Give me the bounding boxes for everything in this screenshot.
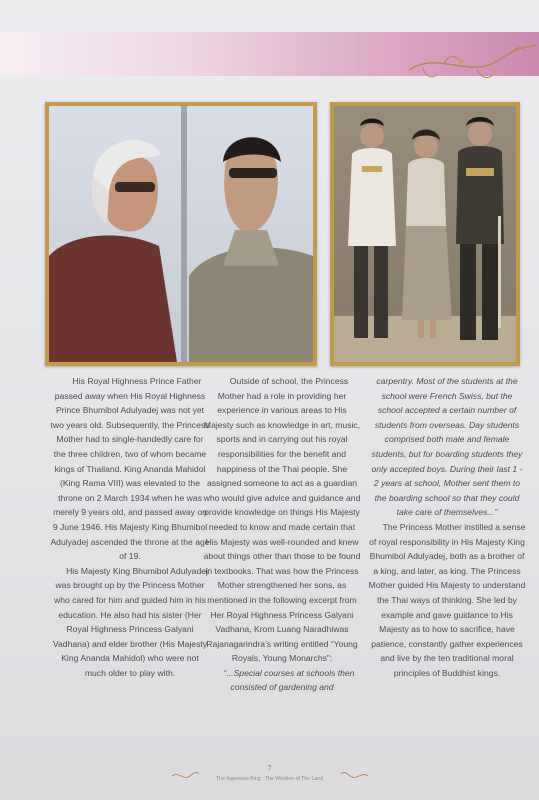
paragraph: Outside of school, the Princess Mother had a role in providing her experience in various areas to His Majesty such as knowledge in art, music, sports and in carrying out his royal responsibilities for the benefit and happiness of the Thai people. She assigned someone to act as a guardian who would give advice and guidance and provide knowledge on things His Majesty needed to know and made certain that His Majesty was well-rounded and knew about things other than those to be found in textbooks. That was how the Princess Mother strengthened her sons, as mentioned in the following excerpt from Her Royal Highness Princess Galyani Vadhana, Krom Luang Naradhiwas Rajanagarindra’s writing entitled “Young Royals, Young Monarchs”: <box>203 376 361 664</box>
quote-text: “...Special courses at schools then consisted of gardening and <box>223 667 355 693</box>
page-number: 7 <box>267 764 272 773</box>
photo-image <box>49 106 313 362</box>
paragraph: His Majesty King Bhumibol Adulyadej was brought up by the Princess Mother who cared for him and guided him in his education. He also had his sister (Her Royal Highness Princess Galyani Vadhana) and elder brother (His Majesty King Ananda Mahidol) who were not much older to play with. <box>52 565 208 678</box>
photo-princess-mother-and-king <box>45 102 317 366</box>
photo-image <box>334 106 516 362</box>
text-column-2 <box>203 374 361 695</box>
text-column-1 <box>50 374 210 680</box>
paragraph: His Royal Highness Prince Father passed away when His Royal Highness Prince Bhumibol Adulyadej was not yet two years old. Subsequently, the Princess Mother had to single-handedly care for the three children, two of whom became kings of Thailand. King Ananda Mahidol (King Rama VIII) was elevated to the throne on 2 March 1934 when he was merely 9 years old, and passed away on 9 June 1946. His Majesty King Bhumibol Adulyadej ascended the throne at the age of 19. <box>50 376 210 562</box>
floral-ornament-icon <box>399 30 539 90</box>
footer-ornament-icon <box>340 770 370 782</box>
footer-title: The Ingenious King : The Wisdom of The Land <box>215 776 324 782</box>
text-column-3 <box>368 374 526 680</box>
paragraph: The Princess Mother instilled a sense of royal responsibility in His Majesty King Bhumibol Adulyadej, both as a brother of a king, and later, as king. The Princess Mother guided His Majesty to understand the Thai ways of thinking. She led by example and gave guidance to His Majesty as to how to sacrifice, have patience, constantly gather experiences and live by the ten traditional moral principles of Buddhist kings. <box>368 521 526 678</box>
photo-royal-family-standing <box>330 102 520 366</box>
quote-text: carpentry. Most of the students at the school were French Swiss, but the school accepted a certain number of students from overseas. Day students comprised both male and female students, but for boarding students they only accepted boys. During their last 1 - 2 years at school, Mother sent them to the boarding school so that they could take care of themselves...” <box>371 376 523 518</box>
